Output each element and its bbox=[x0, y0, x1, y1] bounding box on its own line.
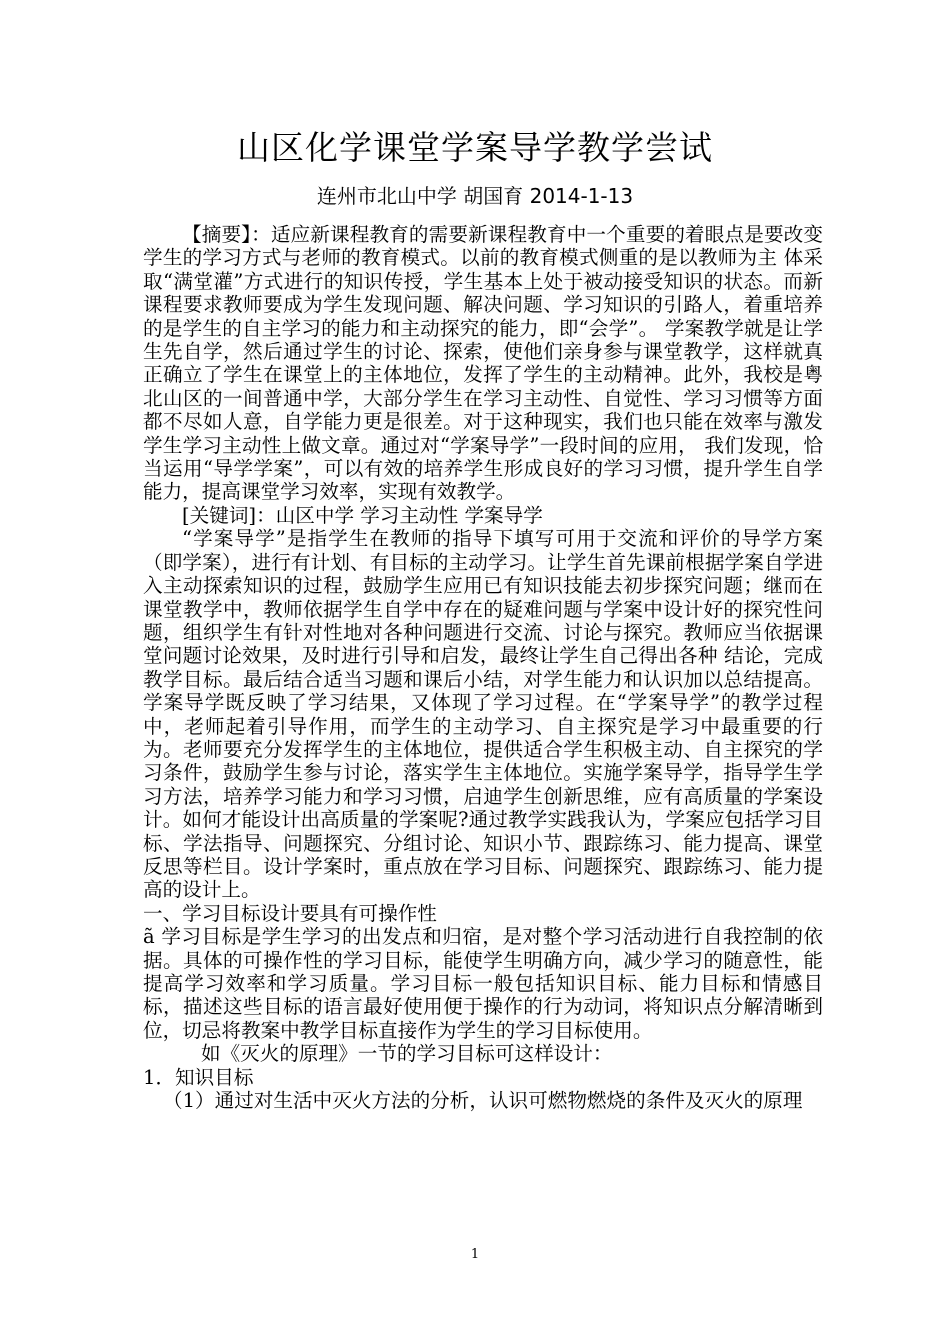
document-date: 2014-1-13 bbox=[529, 184, 634, 208]
document-body bbox=[143, 223, 823, 1112]
body-paragraph: 如《灭火的原理》一节的学习目标可这样设计： bbox=[201, 1042, 613, 1066]
body-paragraph: “学案导学”是指学生在教师的指导下填写可用于交流和评价的导学方案（即学案），进行有计划、有目标的主动学习。让学生首先课前根据学案自学进入主动探索知识的过程，鼓励学生应用已有知识技能去初步探究问题；继而在课堂教学中，教师依据学生自学中存在的疑难问题与学案中设计好的探究性问题，组织学生有针对性地对各种问题进行交流、讨论与探究。教师应当依据课堂问题讨论效果，及时进行引导和启发，最终让学生自己得出各种 结论，完成教学目标。最后结合适当习题和课后小结，对学生能力和认识加以总结提高。学案导学既反映了学习结果，又体现了学习过程。在“学案导学”的教学过程中，老师起着引导作用，而学生的主动学习、自主探究是学习中最重要的行为。老师要充分发挥学生的主体地位，提供适合学生积极主动、自主探究的学习条件，鼓励学生参与讨论，落实学生主体地位。实施学案导学，指导学生学习方法，培养学习能力和学习习惯，启迪学生创新思维，应有高质量的学案设计。如何才能设计出高质量的学案呢?通过教学实践我认为，学案应包括学习目标、学法指导、问题探究、分组讨论、知识小节、跟踪练习、能力提高、课堂反思等栏目。设计学案时，重点放在学习目标、问题探究、跟踪练习、能力提高的设计上。 bbox=[143, 527, 823, 902]
document-title: 山区化学课堂学案导学教学尝试 bbox=[237, 128, 713, 167]
page-number: 1 bbox=[470, 1247, 480, 1262]
author-school-name: 连州市北山中学 胡国育 bbox=[316, 184, 524, 208]
list-heading: 1．知识目标 bbox=[143, 1065, 254, 1089]
body-paragraph: ã 学习目标是学生学习的出发点和归宿，是对整个学习活动进行自我控制的依据。具体的可操作性的学习目标，能使学生明确方向，减少学习的随意性，能提高学习效率和学习质量。学习目标一般包括知识目标、能力目标和情感目标，描述这些目标的语言最好使用便于操作的行为动词，将知识点分解清晰到位，切忌将教案中教学目标直接作为学生的学习目标使用。 bbox=[143, 925, 823, 1042]
abstract-paragraph: 【摘要】：适应新课程教育的需要新课程教育中一个重要的着眼点是要改变学生的学习方式与老师的教育模式。以前的教育模式侧重的是以教师为主 体采取“满堂灌”方式进行的知识传授，学生基本上处于被动接受知识的状态。而新课程要求教师要成为学生发现问题、解决问题、学习知识的引路人，着重培养的是学生的自主学习的能力和主动探究的能力，即“会学”。 学案教学就是让学生先自学，然后通过学生的讨论、探索，使他们亲身参与课堂教学，这样就真正确立了学生在课堂上的主体地位，发挥了学生的主动精神。此外，我校是粤北山区的一间普通中学，大部分学生在学习主动性、自觉性、学习习惯等方面都不尽如人意，自学能力更是很差。对于这种现实，我们也只能在效率与激发学生学习主动性上做文章。通过对“学案导学”一段时间的应用， 我们发现，恰当运用“导学学案”，可以有效的培养学生形成良好的学习习惯，提升学生自学能力，提高课堂学习效率，实现有效教学。 bbox=[143, 223, 823, 504]
author-line bbox=[0, 180, 950, 212]
list-item: （1）通过对生活中灭火方法的分析，认识可燃物燃烧的条件及灭火的原理 bbox=[163, 1089, 803, 1113]
section-heading: 一、学习目标设计要具有可操作性 bbox=[143, 901, 437, 925]
keywords-paragraph: [关键词]：山区中学 学习主动性 学案导学 bbox=[182, 503, 543, 527]
